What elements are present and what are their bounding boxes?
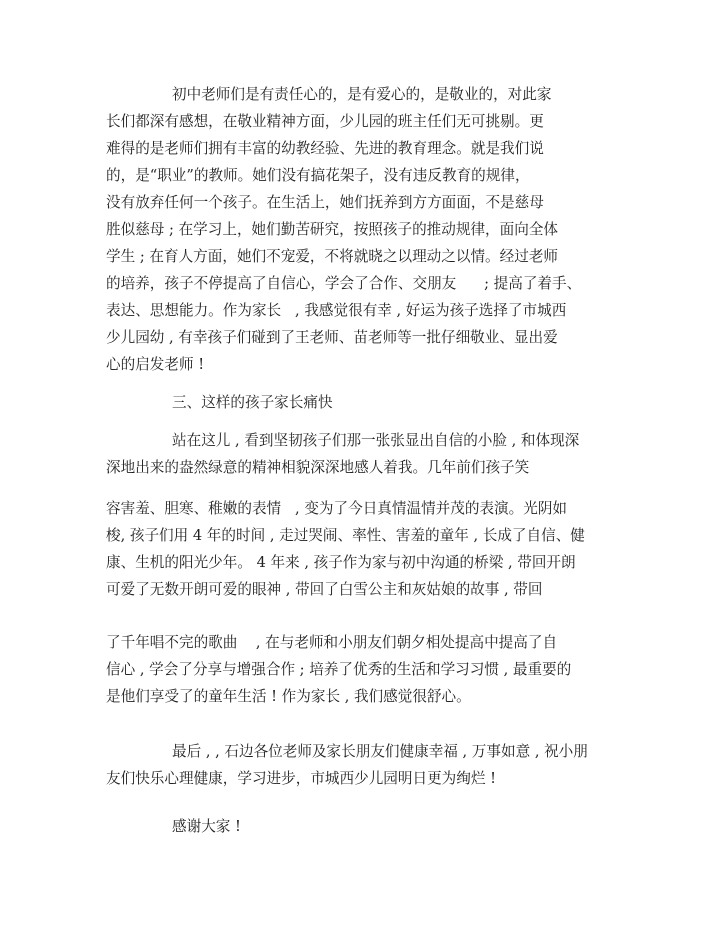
text-line: 信心 , 学会了分享与增强合作 ; 培养了优秀的生活和学习习惯 , 最重要的 <box>106 661 572 678</box>
text-line: 容害羞、胆寒、稚嫩的表情 , 变为了今日真情温情并茂的表演。光阴如 <box>106 500 568 517</box>
closing-line: 感谢大家 ! <box>172 818 241 835</box>
section-heading: 三、这样的孩子家长痛快 <box>172 394 333 411</box>
text-line: 初中老师们是有责任心的，是有爱心的，是敬业的，对此家 <box>172 86 552 103</box>
text-line: 最后 , , 石边各位老师及家长朋友们健康幸福 , 万事如意 , 祝小朋 <box>172 743 588 760</box>
text-line: 表达、思想能力。作为家长 , 我感觉很有幸 , 好运为孩子选择了市城西 <box>106 302 567 319</box>
text-line: 可爱了无数开朗可爱的眼神 , 带回了白雪公主和灰姑娘的故事 , 带回 <box>106 581 543 598</box>
text-line: 没有放弃任何一个孩子。在生活上，她们抚养到方方面面，不是慈母 <box>106 194 544 211</box>
text-line: 站在这儿 , 看到坚韧孩子们那一张张显出自信的小脸 , 和体现深 <box>172 432 580 449</box>
text-line: 长们都深有感想，在敬业精神方面，少儿园的班主任们无可挑剔。更 <box>106 113 544 130</box>
text-line: 的培养，孩子不停提高了自信心，学会了合作、交朋友 ; 提高了着手、 <box>106 275 582 292</box>
text-line: 梭, 孩子们用 4 年的时间 , 走过哭闹、率性、害羞的童年 , 长成了自信、健 <box>106 527 585 544</box>
text-line: 深地出来的盎然绿意的精神相貌深深地感人着我。几年前们孩子笑 <box>106 459 530 476</box>
text-line: 心的启发老师 ! <box>106 356 205 373</box>
text-line: 难得的是老师们拥有丰富的幼教经验、先进的教育理念。就是我们说 <box>106 140 544 157</box>
text-line: 少儿园幼 , 有幸孩子们碰到了王老师、苗老师等一批仔细敬业、显出爱 <box>106 329 558 346</box>
text-line: 是他们享受了的童年生活 ! 作为家长 , 我们感觉很舒心。 <box>106 688 471 705</box>
text-line: 康、生机的阳光少年。 4 年来 , 孩子作为家与初中沟通的桥梁 , 带回开朗 <box>106 554 576 571</box>
text-line: 胜似慈母 ; 在学习上，她们勤苦研究，按照孩子的推动规律，面向全体 <box>106 221 559 238</box>
text-line: 友们快乐心理健康，学习进步，市城西少儿园明日更为绚烂 ! <box>106 770 496 787</box>
text-line: 的，是“职业”的教师。她们没有搞花架子，没有违反教育的规律， <box>106 167 530 184</box>
text-line: 学生 ; 在育人方面，她们不宠爱，不将就晓之以理动之以情。经过老师 <box>106 248 559 265</box>
text-line: 了千年唱不完的歌曲 , 在与老师和小朋友们朝夕相处提高中提高了自 <box>106 634 558 651</box>
